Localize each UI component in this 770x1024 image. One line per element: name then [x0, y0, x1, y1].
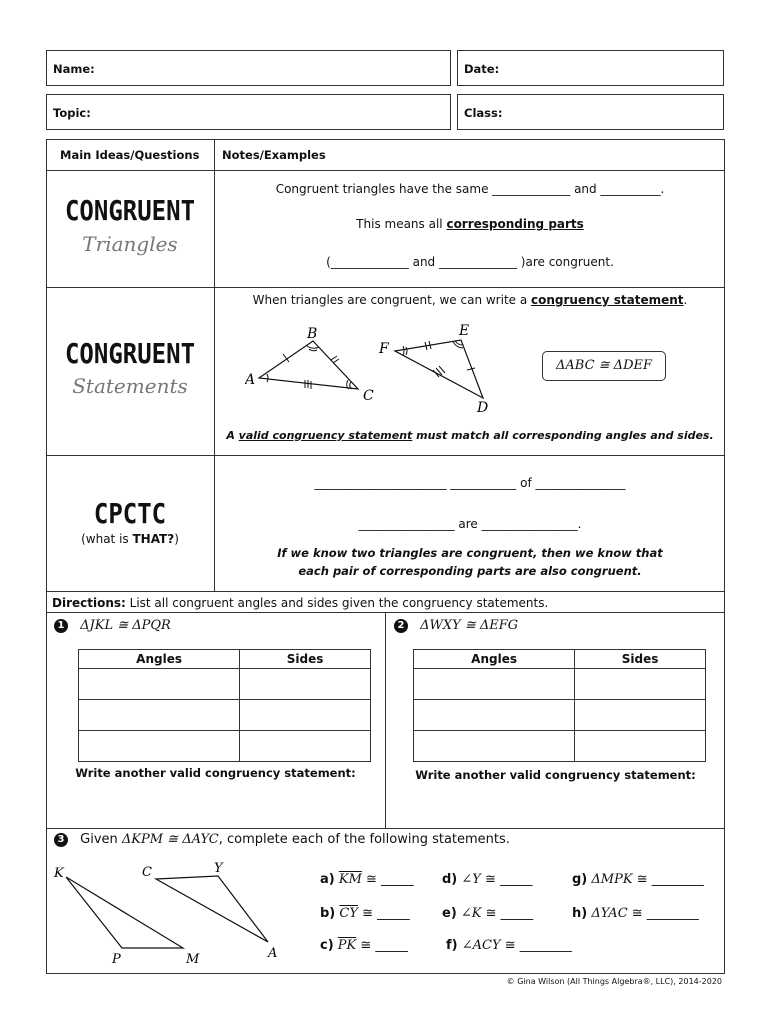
section3-subtitle: (what is THAT?) [81, 532, 179, 546]
item-h: h) ΔYAC ≅ ________ [572, 906, 699, 921]
problem1-write-another: Write another valid congruency statement: [75, 766, 356, 780]
problem2-table [413, 649, 706, 762]
table-cell[interactable] [79, 669, 240, 700]
class-field[interactable] [457, 94, 724, 130]
item-e: e) ∠K ≅ _____ [442, 906, 534, 921]
table-cell[interactable] [240, 669, 371, 700]
problem2-statement: ΔWXY ≅ ΔEFG [420, 618, 519, 633]
date-label: Date: [464, 62, 500, 76]
triangle-kpm [66, 877, 183, 948]
table-cell[interactable] [575, 731, 706, 762]
number-badge: 1 [54, 619, 68, 633]
vertex-y: Y [214, 861, 223, 876]
problem-divider [385, 612, 386, 828]
number-badge: 3 [54, 833, 68, 847]
sides-header: Sides [575, 650, 706, 669]
name-field[interactable] [46, 50, 451, 86]
problem1-table [78, 649, 371, 762]
row-line [46, 287, 725, 288]
vertex-a: A [268, 946, 278, 961]
vertex-b: B [307, 326, 318, 342]
problem2-write-another: Write another valid congruency statement: [415, 768, 696, 782]
statement-box [542, 351, 666, 381]
item-d: d) ∠Y ≅ _____ [442, 872, 533, 887]
angles-header: Angles [79, 650, 240, 669]
problem3-statement: ΔKPM ≅ ΔAYC [121, 832, 219, 847]
section1-subtitle: Triangles [82, 232, 178, 256]
table-cell[interactable] [240, 731, 371, 762]
item-a: a) KM ≅ _____ [320, 872, 414, 887]
vertex-k: K [54, 866, 64, 881]
vertex-f: F [379, 341, 389, 357]
section2-subtitle: Statements [72, 374, 188, 398]
row-line [46, 170, 725, 171]
table-cell[interactable] [240, 700, 371, 731]
section3-italic2: each pair of corresponding parts are also congruent. [298, 564, 642, 578]
section1-line1: Congruent triangles have the same _____________ and __________. [275, 182, 665, 196]
triangle-kpm-ayc-figure [50, 860, 290, 970]
section3-italic1: If we know two triangles are congruent, then we know that [277, 546, 663, 560]
item-f: f) ∠ACY ≅ ________ [446, 938, 572, 953]
section1-title: CONGRUENT [64, 194, 196, 228]
section1-line3: (_____________ and _____________ )are congruent. [326, 255, 614, 269]
problem3-header: 3 Given ΔKPM ≅ ΔAYC, complete each of the following statements. [54, 832, 510, 847]
problem1-header [54, 618, 171, 633]
table-cell[interactable] [414, 669, 575, 700]
table-cell[interactable] [79, 731, 240, 762]
section3-line2: ________________ are ________________. [358, 517, 582, 531]
congruency-statement: ΔABC ≅ ΔDEF [556, 358, 652, 373]
table-cell[interactable] [575, 700, 706, 731]
date-field[interactable] [457, 50, 724, 86]
main-ideas-header: Main Ideas/Questions [60, 148, 200, 162]
angles-header: Angles [414, 650, 575, 669]
item-c: c) PK ≅ _____ [320, 938, 408, 953]
triangle-abc-def-figure [245, 322, 505, 417]
triangle-ayc [156, 876, 268, 942]
class-label: Class: [464, 106, 503, 120]
vertex-d: D [477, 400, 489, 416]
vertex-c: C [363, 388, 374, 404]
section2-intro: When triangles are congruent, we can write a congruency statement. [252, 293, 688, 307]
row-line [46, 828, 725, 829]
name-label: Name: [53, 62, 95, 76]
topic-field[interactable] [46, 94, 451, 130]
vertex-a: A [245, 372, 256, 388]
table-cell[interactable] [575, 669, 706, 700]
sides-header: Sides [240, 650, 371, 669]
notes-header: Notes/Examples [222, 148, 326, 162]
table-cell[interactable] [414, 700, 575, 731]
table-cell[interactable] [79, 700, 240, 731]
topic-label: Topic: [53, 106, 91, 120]
vertex-m: M [186, 952, 200, 967]
section2-note: A valid congruency statement must match all corresponding angles and sides. [226, 429, 714, 442]
table-cell[interactable] [414, 731, 575, 762]
item-b: b) CY ≅ _____ [320, 906, 410, 921]
section3-title: CPCTC [93, 497, 167, 531]
section1-line2: This means all corresponding parts [356, 217, 584, 231]
section2-title: CONGRUENT [64, 337, 196, 371]
copyright: © Gina Wilson (All Things Algebra®, LLC), 2014-2020 [506, 977, 722, 986]
vertex-e: E [459, 323, 470, 339]
problem2-header [394, 618, 518, 633]
row-line [46, 591, 725, 592]
section3-line1: ______________________ ___________ of _______________ [314, 476, 626, 490]
vertex-c: C [142, 865, 152, 880]
vertex-p: P [112, 952, 121, 967]
item-g: g) ΔMPK ≅ ________ [572, 872, 704, 887]
number-badge: 2 [394, 619, 408, 633]
directions: Directions: List all congruent angles and sides given the congruency statements. [52, 596, 549, 610]
problem1-statement: ΔJKL ≅ ΔPQR [80, 618, 171, 633]
row-line [46, 455, 725, 456]
